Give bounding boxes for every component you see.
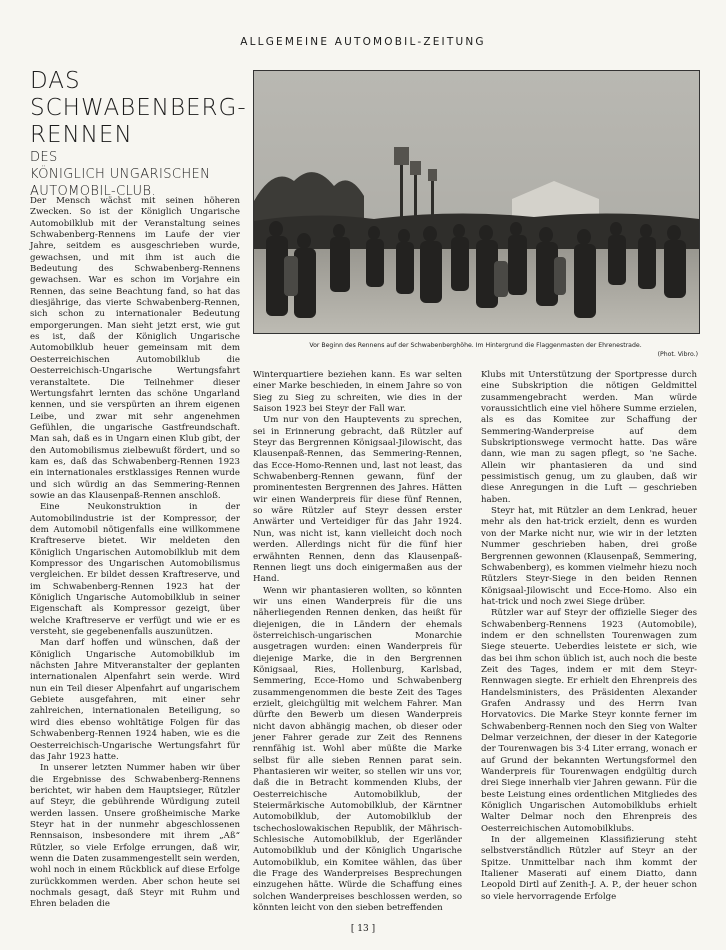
caption-text: Vor Beginn des Rennens auf der Schwabenberghöhe. Im Hintergrund die Flaggenmasten der Ehrenestrade. [309,342,642,349]
paragraph: Der Mensch wächst mit seinen höheren Zwecken. So ist der Königlich Ungarische Automobilklub mit der Veranstaltung seines Schwabenberg-Rennens im Laufe der vier Jahre, seitdem es ausgeschrieben wurde, gewachsen, und mit ihm ist auch die Bedeutung des Schwabenberg-Rennens gewachsen. War es schon im Vorjahre ein Rennen, das seine Beachtung fand, so hat das diesjährige, das vierte Schwabenberg-Rennen, sich schon zu internationaler Bedeutung emporgerungen. Man sieht jetzt erst, wie gut es ist, daß der Königlich Ungarische Automobilklub heuer gemeinsam mit dem Oesterreichischen Automobilklub die Oesterreichisch-Ungarische Wertungsfahrt veranstaltete. Die Teilnehmer dieser Wertungsfahrt lernten das schöne Ungarland kennen, und sie verspürten an ihrem eigenen Leibe, und zwar mit sehr angenehmen Gefühlen, die ungarische Gastfreundschaft. Man sah, daß es in Ungarn einen Klub gibt, der den Automobilismus zielbewußt fördert, und so kam es, daß das Schwabenberg-Rennen 1923 ein internationales erstklassiges Rennen wurde und sich würdig an das Semmering-Rennen sowie an das Klausenpaß-Rennen anschloß. [30,196,240,501]
photo-credit: (Phot. Vibro.) [657,351,698,358]
paragraph: Man darf hoffen und wünschen, daß der Königlich Ungarische Automobilklub im nächsten Jahre Mitveranstalter der geplanten internationalen Alpenfahrt sein werde. Wird nun ein Teil dieser Alpenfahrt auf ungarischem Gebiete ausgefahren, mit einer sehr zahlreichen, internationalen Beteiligung, so wird dies ebenso wohltätige Folgen für das Schwabenberg-Rennen 1924 haben, wie es die Oesterreichisch-Ungarische Wertungsfahrt für das Jahr 1923 hatte. [30,638,240,762]
paragraph: In unserer letzten Nummer haben wir über die Ergebnisse des Schwabenberg-Rennens berichtet, wir haben dem Hauptsieger, Rützler auf Steyr, die gebührende Würdigung zuteil werden lassen. Unsere großheimische Marke Steyr hat in der nunmehr abgeschlossenen Rennsaison, insbesondere mit ihrem „Aß“ Rützler, so viele Erfolge errungen, daß wir, wenn die Daten zusammengestellt sein werden, wohl noch in einem Rückblick auf diese Erfolge zurückkommen werden. Aber schon heute sei nochmals gesagt, daß Steyr mit Ruhm und Ehren beladen die [30,763,240,910]
subtitle-line: AUTOMOBIL-CLUB. [30,184,156,199]
subtitle-line: DES [30,150,58,165]
subtitle-line: KÖNIGLICH UNGARISCHEN [30,167,211,182]
paragraph: Klubs mit Unterstützung der Sportpresse durch eine Subskription die nötigen Geldmittel zusammengebracht werden. Man würde voraussichtlich eine viel höhere Summe erzielen, als es das Komitee zur Schaffung der Semmering-Wanderpreise auf dem Subskriptionswege vermocht hatte. Das wäre dann, wie man zu sagen pflegt, so 'ne Sache. Allein wir phantasieren da und sind pessimistisch genug, um zu glauben, daß wir diese Anregungen in die Luft — geschrieben haben. [481,370,697,505]
text-column-2 [253,370,462,915]
paragraph: Steyr hat, mit Rützler an dem Lenkrad, heuer mehr als den hat-trick erzielt, denn es wurden von der Marke nicht nur, wie wir in der letzten Nummer geschrieben haben, drei große Bergrennen gewonnen (Klausenpaß, Semmering, Schwabenberg), es kommen vielmehr hiezu noch Rützlers Steyr-Siege in den beiden Rennen Königsaal-Jilowischt und Ecce-Homo. Also ein hat-trick und noch zwei Siege drüber. [481,506,697,607]
paragraph: Eine Neukonstruktion in der Automobilindustrie ist der Kompressor, der dem Automobil nötigenfalls eine willkommene Kraftreserve bietet. Wir meldeten den Königlich Ungarischen Automobilklub mit dem Kompressor des Ungarischen Automobilismus vergleichen. Er bildet dessen Kraftreserve, und im Schwabenberg-Rennen 1923 hat der Königlich Ungarische Automobilklub in seiner Eigenschaft als Kompressor gezeigt, über welche Kraftreserve er verfügt und wie er es versteht, sie gegebenenfalls auszunützen. [30,502,240,638]
title-line: DAS [30,68,81,94]
photo-caption [253,341,698,359]
running-head: ALLGEMEINE AUTOMOBIL-ZEITUNG [240,36,486,48]
text-column-3 [481,370,697,903]
paragraph: Um nur von den Hauptevents zu sprechen, sei in Erinnerung gebracht, daß Rützler auf Steyr das Bergrennen Königsaal-Jilowischt, das Klausenpaß-Rennen, das Semmering-Rennen, das Ecce-Homo-Rennen und, last not least, das Schwabenberg-Rennen gewann, fünf der prominentesten Bergrennen des Jahres. Hätten wir einen Wanderpreis für diese fünf Rennen, so wäre Rützler auf Steyr dessen erster Anwärter und Verteidiger für das Jahr 1924. Nun, was nicht ist, kann vielleicht doch noch werden. Allerdings nicht für die fünf hier erwähnten Rennen, denn das Klausenpaß-Rennen liegt uns doch einigermaßen aus der Hand. [253,415,462,585]
text-column-1 [30,196,240,911]
race-crowd-photo [253,70,700,334]
paragraph: Wenn wir phantasieren wollten, so könnten wir uns einen Wanderpreis für die uns näherliegenden Rennen denken, das heißt für diejenigen, die in Ländern der ehemals österreichisch-ungarischen Monarchie ausgetragen wurden: einen Wanderpreis für diejenige Marke, die in den Bergrennen Königsaal, Ries, Hollenburg, Karlsbad, Semmering, Ecce-Homo und Schwabenberg zusammengenommen die beste Zeit des Tages erzielt, gleichgültig mit welchem Fahrer. Man dürfte den Bewerb um diesen Wanderpreis nicht davon abhängig machen, ob dieser oder jener Fahrer gerade zur Zeit des Rennens rennfähig ist. Wohl aber müßte die Marke selbst für alle sieben Rennen parat sein. Phantasieren wir weiter, so stellen wir uns vor, daß die in Betracht kommenden Klubs, der Oesterreichische Automobilklub, der Steiermärkische Automobilklub, der Kärntner Automobilklub, der Automobilklub der tschechoslowakischen Republik, der Mährisch-Schlesische Automobilklub, der Egerländer Automobilklub und der Königlich Ungarische Automobilklub, ein Komitee wählen, das über die Frage des Wanderpreises Besprechungen einzugehen hätte. Würde die Schaffung eines solchen Wanderpreises beschlossen werden, so könnten leicht von den sieben betreffenden [253,585,462,914]
paragraph: Winterquartiere beziehen kann. Es war selten einer Marke beschieden, in einem Jahre so von Sieg zu Sieg zu schreiten, wie dies in der Saison 1923 bei Steyr der Fall war. [253,370,462,415]
page-number: [ 13 ] [350,924,376,934]
title-line: RENNEN [30,122,133,148]
paragraph: Rützler war auf Steyr der offizielle Sieger des Schwabenberg-Rennens 1923 (Automobile), indem er den schnellsten Tourenwagen zum Siege steuerte. Ueberdies leistete er sich, wie das bei ihm schon üblich ist, auch noch die beste Zeit des Tages, indem er mit dem Steyr-Rennwagen siegte. Er erhielt den Ehrenpreis des Handelsministers, des Präsidenten Alexander Grafen Andrassy und des Herrn Ivan Horvatovics. Die Marke Steyr konnte ferner im Schwabenberg-Rennen noch den Sieg von Walter Delmar verzeichnen, der dieser in der Kategorie der Tourenwagen bis 3·4 Liter errang, wonach er auf Grund der bekannten Wertungsformel den Wanderpreis für Tourenwagen endgültig durch drei Siege innerhalb vier Jahren gewann. Für die beste Leistung eines ordentlichen Mitgliedes des Königlich Ungarischen Automobilklubs erhielt Walter Delmar noch den Ehrenpreis des Oesterreichischen Automobilklubs. [481,608,697,834]
article-title [30,68,245,200]
paragraph: In der allgemeinen Klassifizierung steht selbstverständlich Rützler auf Steyr an der Spitze. Unmittelbar nach ihm kommt der Italiener Maserati auf einem Diatto, dann Leopold Dirtl auf Zenith-J. A. P., der heuer schon so viele hervorragende Erfolge [481,835,697,902]
title-line: SCHWABENBERG- [30,95,247,121]
